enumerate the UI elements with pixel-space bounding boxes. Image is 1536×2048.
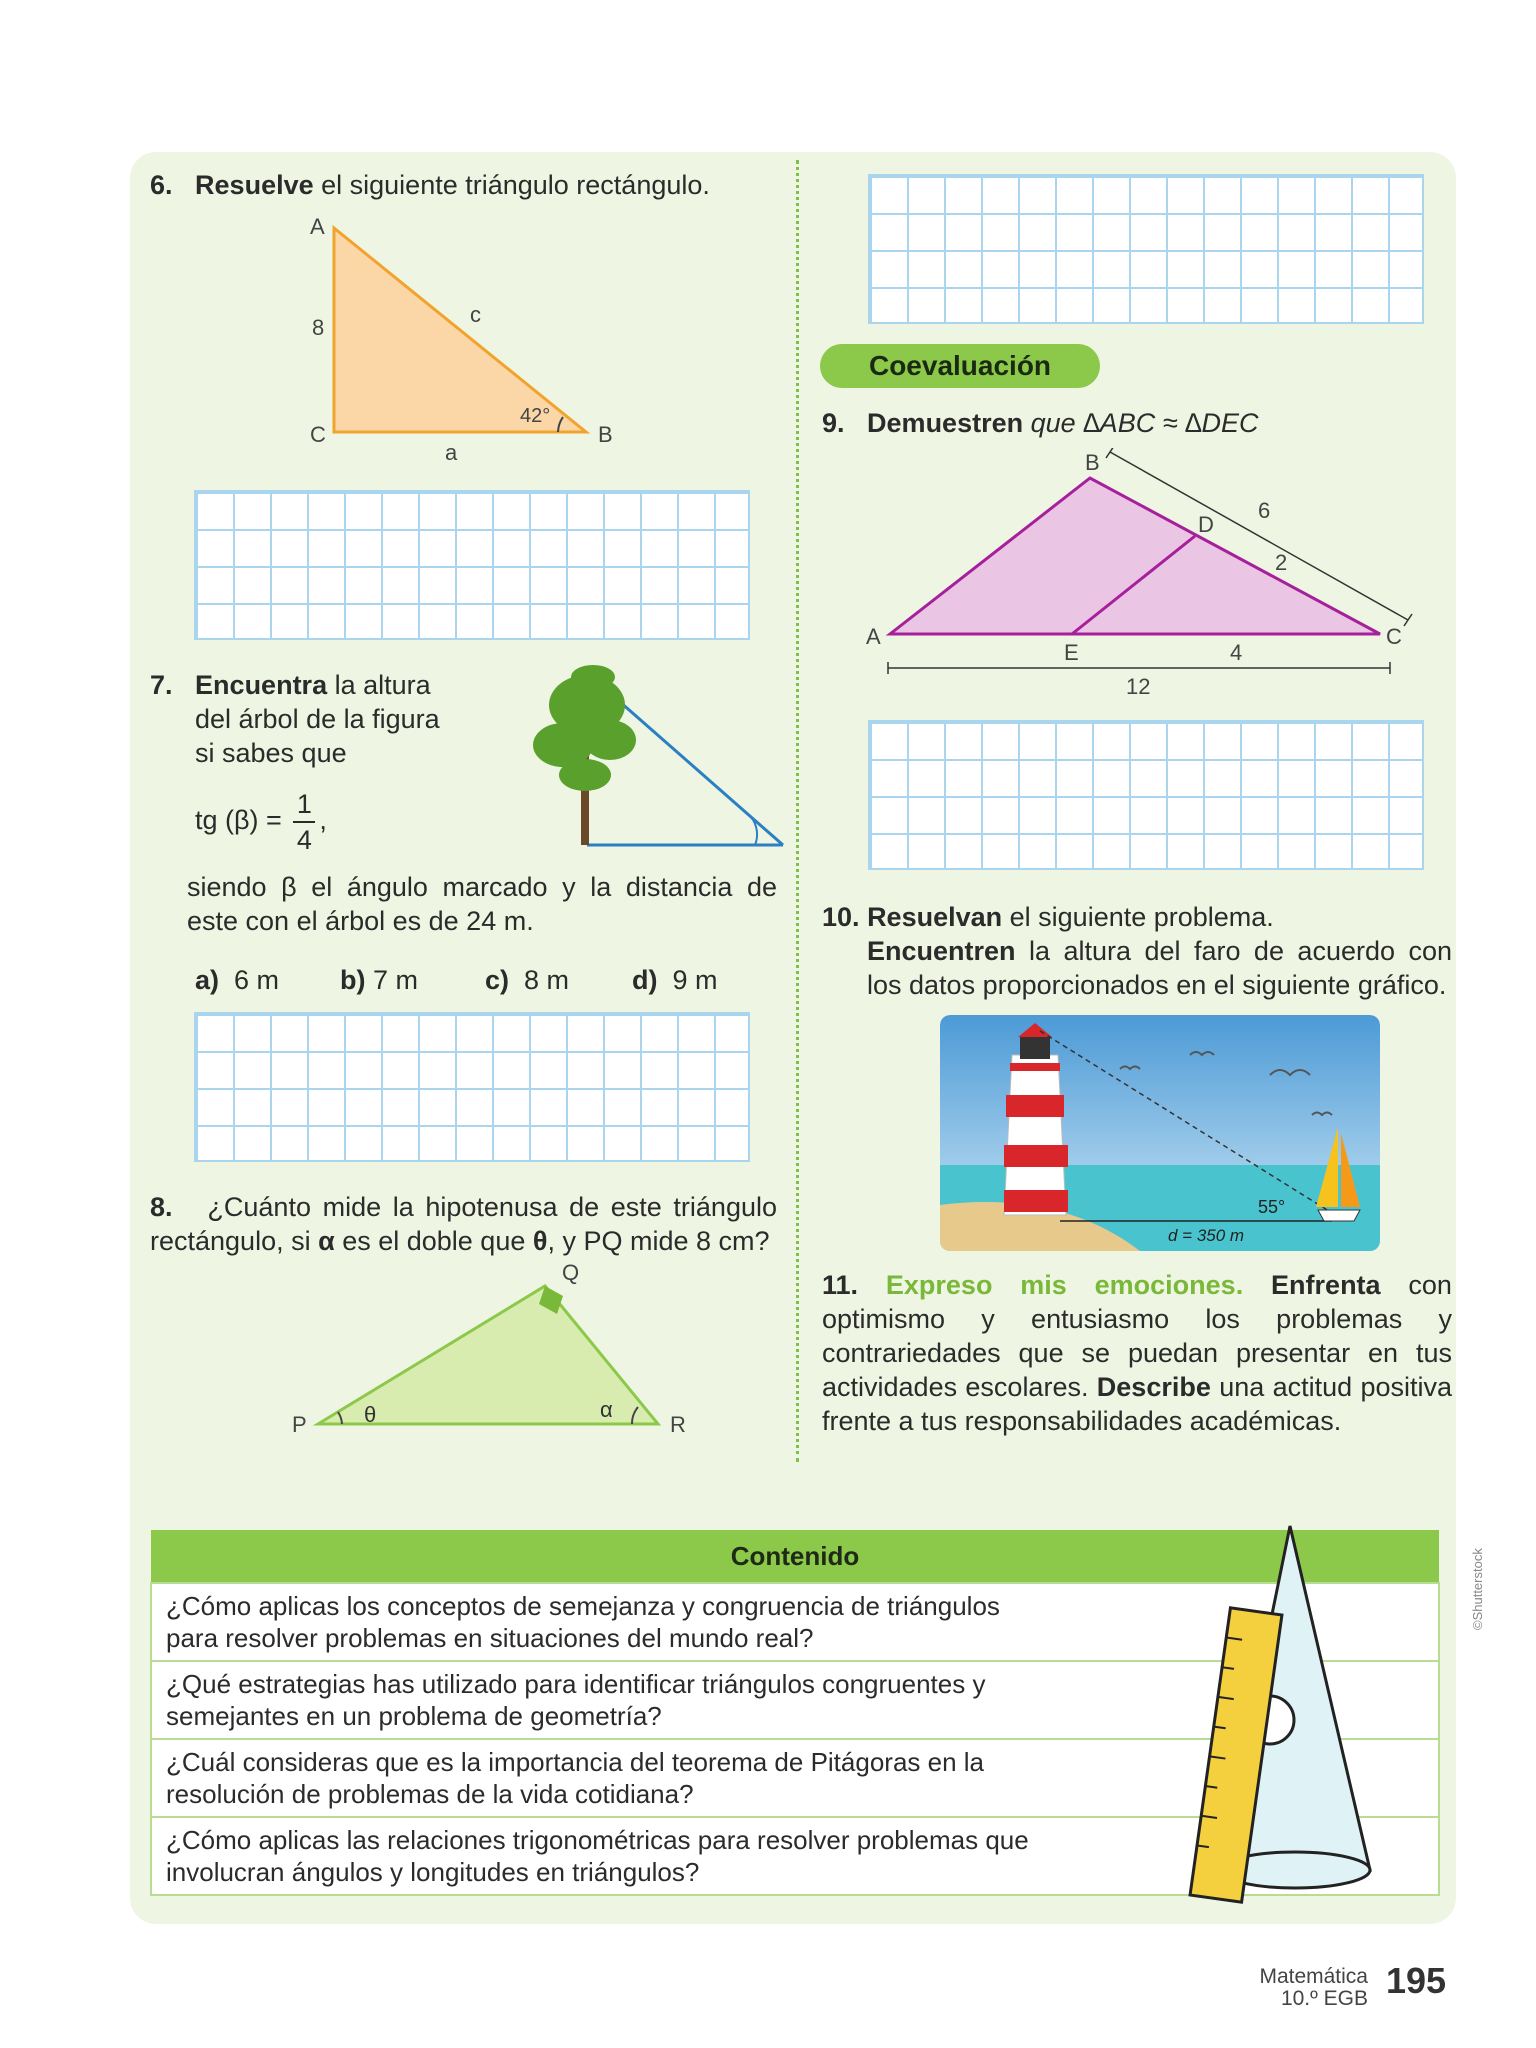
q11-number: 11. <box>822 1270 859 1300</box>
q8-number: 8. <box>150 1192 173 1222</box>
q7-option-c[interactable]: c) 8 m <box>485 965 570 995</box>
contenido-header: Contenido <box>151 1530 1439 1583</box>
q8-statement <box>150 1190 777 1258</box>
q8-text-c: , y PQ mide 8 cm? <box>547 1226 770 1256</box>
q9-label-e: E <box>1064 640 1079 665</box>
q7-answer-grid[interactable] <box>194 1012 750 1162</box>
contenido-row: ¿Cómo aplicas los conceptos de semejanza y congruencia de triángulos para resolver problemas en situaciones del mundo real? <box>151 1583 1439 1661</box>
q7-tangent <box>195 785 327 855</box>
q11-verb1: Enfrenta <box>1271 1270 1381 1300</box>
q9-triangle-abc <box>890 478 1380 634</box>
q8-theta: θ <box>532 1226 548 1256</box>
q7-comma: , <box>319 805 327 835</box>
q10-lighthouse-figure <box>940 1015 1380 1251</box>
q7-line3: si sabes que <box>195 738 347 768</box>
q10-text1: el siguiente problema. <box>1002 902 1274 932</box>
q7-option-d[interactable]: d) 9 m <box>632 965 718 995</box>
q10-text2: la altura del faro de acuerdo con los datos proporcionados en el siguiente gráfico. <box>867 936 1452 1000</box>
q8-label-p: P <box>292 1412 307 1437</box>
q10-number: 10. <box>822 902 860 932</box>
q7-tree-figure <box>515 665 790 855</box>
q6-statement <box>150 168 770 202</box>
tree-icon <box>533 665 636 791</box>
q7-verb: Encuentra <box>195 670 328 700</box>
q8-alpha: α <box>318 1226 335 1256</box>
q11-text1: con optimismo y entusiasmo los problemas y contrariedades que se puedan presentar en tus actividades escolares. <box>822 1270 1452 1402</box>
q9-text: que ∆ABC ≈ ∆DEC <box>1023 408 1259 438</box>
q11-statement <box>822 1268 1452 1438</box>
q9-label-2: 2 <box>1275 550 1288 575</box>
q10-distance-label: d = 350 m <box>1168 1226 1245 1245</box>
q9-label-12: 12 <box>1126 674 1151 699</box>
q7-continuation: siendo β el ángulo marcado y la distancia de este con el árbol es de 24 m. <box>187 872 777 936</box>
q9-label-4: 4 <box>1230 640 1243 665</box>
q9-label-6: 6 <box>1258 498 1271 523</box>
q9-answer-grid[interactable] <box>868 720 1424 870</box>
q8-label-alpha: α <box>600 1397 613 1422</box>
q6-label-a-vertex: A <box>310 214 325 239</box>
q6-label-angle-42: 42° <box>520 405 551 427</box>
q9-triangle-figure <box>860 448 1420 708</box>
q6-answer-grid[interactable] <box>194 490 750 640</box>
q11-green-title: Expreso mis emociones. <box>885 1270 1244 1300</box>
q6-triangle-figure <box>290 210 640 470</box>
q7-line2: del árbol de la figura <box>195 704 440 734</box>
q7-option-a[interactable]: a) 6 m <box>195 965 280 995</box>
q9-label-d: D <box>1198 512 1214 537</box>
q8-label-r: R <box>670 1412 686 1437</box>
q7-number: 7. <box>150 670 173 700</box>
contenido-row: ¿Cuál consideras que es la importancia del teorema de Pitágoras en la resolución de problemas de la vida cotidiana? <box>151 1739 1439 1817</box>
q8-text-b: es el doble que <box>334 1226 533 1256</box>
q11-verb2: Describe <box>1096 1372 1211 1402</box>
q8-label-theta: θ <box>364 1402 377 1427</box>
q7-fraction <box>293 789 315 855</box>
q6-label-b-vertex: B <box>598 422 613 447</box>
q6-label-c-vertex: C <box>310 422 326 447</box>
q7-frac-num: 1 <box>296 788 312 819</box>
q6-label-c-side: c <box>470 302 481 327</box>
q6-verb: Resuelve <box>195 170 314 200</box>
q10-statement <box>822 900 1452 1002</box>
coevaluacion-badge: Coevaluación <box>820 344 1100 388</box>
footer-grade: 10.º EGB <box>1280 1987 1368 2010</box>
q6-text: el siguiente triángulo rectángulo. <box>313 170 710 200</box>
q8-label-q: Q <box>562 1262 580 1285</box>
q6-label-a-side: a <box>445 440 458 465</box>
q11-text2: una actitud positiva frente a tus responsabilidades académicas. <box>822 1372 1452 1436</box>
contenido-row: ¿Cómo aplicas las relaciones trigonométricas para resolver problemas que involucran ángulos y longitudes en triángulos? <box>151 1817 1439 1895</box>
q6-triangle <box>334 228 586 432</box>
footer-subject-name: Matemática <box>1259 1965 1368 1988</box>
q9-verb: Demuestren <box>867 408 1024 438</box>
q8-triangle-figure <box>280 1262 700 1437</box>
q7-option-b[interactable]: b) 7 m <box>340 965 419 995</box>
q9-label-c: C <box>1386 624 1402 649</box>
q10-angle-label: 55° <box>1258 1197 1286 1217</box>
q9-number: 9. <box>822 408 845 438</box>
q7-line1: la altura <box>327 670 431 700</box>
q9-statement <box>822 406 1442 440</box>
contenido-row: ¿Qué estrategias has utilizado para identificar triángulos congruentes y semejantes en un problema de geometría? <box>151 1661 1439 1739</box>
q8-text-a: ¿Cuánto mide la hipotenusa de este triángulo rectángulo, si <box>150 1192 777 1256</box>
q6-label-side-8: 8 <box>312 315 325 340</box>
cone-ruler-illustration <box>1170 1520 1420 1910</box>
q7-tg-label: tg (β) = <box>195 805 282 835</box>
q9-label-b: B <box>1085 450 1100 475</box>
q10-verb2: Encuentren <box>867 936 1016 966</box>
q6-number: 6. <box>150 170 173 200</box>
image-credit: ©Shutterstock <box>1470 1548 1485 1630</box>
column-divider <box>796 160 799 1462</box>
footer-subject <box>1259 1966 1368 2010</box>
page-number: 195 <box>1386 1960 1447 2001</box>
q7-frac-den: 4 <box>296 824 312 855</box>
q9-label-a: A <box>866 624 881 649</box>
q7-statement <box>150 668 450 770</box>
q8-answer-grid[interactable] <box>868 174 1424 324</box>
q10-verb1: Resuelvan <box>867 902 1003 932</box>
